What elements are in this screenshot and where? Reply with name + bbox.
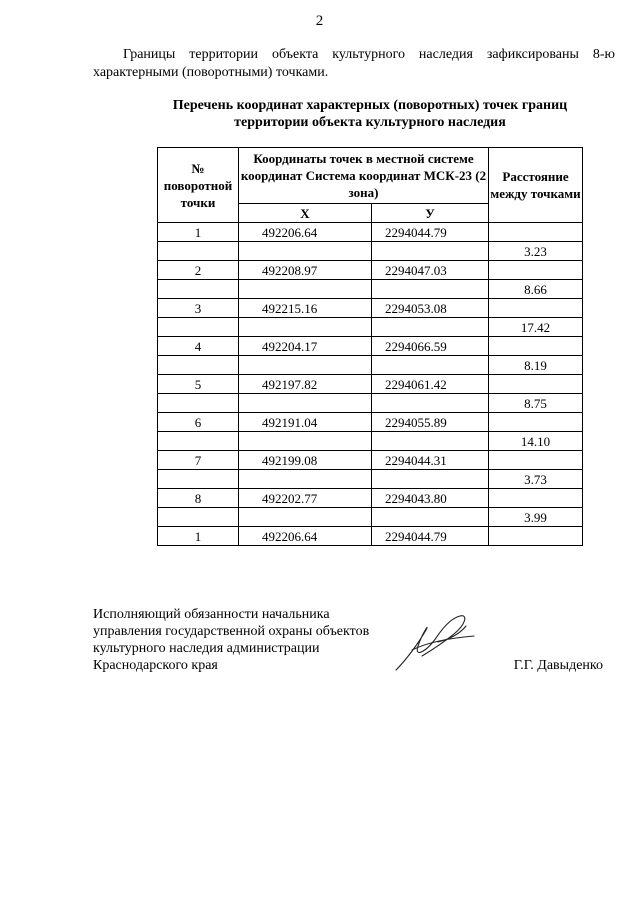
distance-cell <box>489 489 583 508</box>
y-coordinate-cell <box>372 508 489 527</box>
distance-cell <box>489 261 583 280</box>
table-title-line-1: Перечень координат характерных (поворотных) точек границ <box>172 98 568 113</box>
point-number-cell <box>158 280 239 299</box>
page-number: 2 <box>315 13 324 29</box>
header-coordinates: Координаты точек в местной системе координат Система координат МСК-23 (2 зона) <box>239 148 489 204</box>
table-row <box>158 432 583 451</box>
table-row <box>158 508 583 527</box>
y-coordinate-cell: 2294044.79 <box>372 527 489 546</box>
table-body <box>158 223 583 546</box>
x-coordinate-cell: 492215.16 <box>239 299 372 318</box>
table-row <box>158 261 583 280</box>
distance-cell <box>489 451 583 470</box>
x-coordinate-cell: 492191.04 <box>239 413 372 432</box>
signature-block <box>93 606 603 674</box>
y-coordinate-cell <box>372 432 489 451</box>
table-row <box>158 337 583 356</box>
position-line: культурного наследия администрации <box>93 641 320 656</box>
signatory-position <box>93 606 393 674</box>
table-title-line-2: территории объекта культурного наследия <box>234 115 506 130</box>
x-coordinate-cell <box>239 432 372 451</box>
table-row <box>158 394 583 413</box>
point-number-cell <box>158 432 239 451</box>
y-coordinate-cell <box>372 470 489 489</box>
table-row <box>158 470 583 489</box>
point-number-cell: 1 <box>158 223 239 242</box>
x-coordinate-cell: 492202.77 <box>239 489 372 508</box>
point-number-cell: 3 <box>158 299 239 318</box>
distance-cell <box>489 413 583 432</box>
point-number-cell <box>158 318 239 337</box>
point-number-cell <box>158 356 239 375</box>
y-coordinate-cell <box>372 280 489 299</box>
table-row <box>158 451 583 470</box>
x-coordinate-cell: 492206.64 <box>239 527 372 546</box>
distance-cell <box>489 375 583 394</box>
header-y: У <box>372 204 489 223</box>
x-coordinate-cell <box>239 280 372 299</box>
table-row <box>158 299 583 318</box>
distance-cell <box>489 223 583 242</box>
position-line: управления государственной охраны объектов <box>93 624 370 639</box>
y-coordinate-cell: 2294053.08 <box>372 299 489 318</box>
x-coordinate-cell <box>239 470 372 489</box>
x-coordinate-cell <box>239 356 372 375</box>
table-row <box>158 413 583 432</box>
point-number-cell <box>158 508 239 527</box>
x-coordinate-cell: 492204.17 <box>239 337 372 356</box>
header-distance: Расстояние между точками <box>489 148 583 223</box>
x-coordinate-cell <box>239 242 372 261</box>
point-number-cell <box>158 394 239 413</box>
y-coordinate-cell: 2294061.42 <box>372 375 489 394</box>
position-line: Исполняющий обязанности начальника <box>93 607 330 622</box>
x-coordinate-cell: 492197.82 <box>239 375 372 394</box>
point-number-cell: 6 <box>158 413 239 432</box>
point-number-cell: 2 <box>158 261 239 280</box>
y-coordinate-cell: 2294044.31 <box>372 451 489 470</box>
point-number-cell <box>158 242 239 261</box>
intro-paragraph <box>93 46 615 82</box>
x-coordinate-cell <box>239 318 372 337</box>
point-number-cell: 7 <box>158 451 239 470</box>
table-row <box>158 356 583 375</box>
coordinates-table <box>157 147 583 546</box>
point-number-cell: 4 <box>158 337 239 356</box>
distance-cell: 3.73 <box>489 470 583 489</box>
table-row <box>158 489 583 508</box>
distance-cell: 3.99 <box>489 508 583 527</box>
handwritten-signature <box>392 612 482 674</box>
y-coordinate-cell: 2294047.03 <box>372 261 489 280</box>
y-coordinate-cell: 2294055.89 <box>372 413 489 432</box>
distance-cell: 14.10 <box>489 432 583 451</box>
table-row <box>158 242 583 261</box>
x-coordinate-cell: 492208.97 <box>239 261 372 280</box>
x-coordinate-cell: 492199.08 <box>239 451 372 470</box>
y-coordinate-cell: 2294066.59 <box>372 337 489 356</box>
distance-cell: 8.75 <box>489 394 583 413</box>
x-coordinate-cell: 492206.64 <box>239 223 372 242</box>
distance-cell: 3.23 <box>489 242 583 261</box>
distance-cell <box>489 527 583 546</box>
intro-text: Границы территории объекта культурного наследия зафиксированы 8-ю характерными (поворотными) точками. <box>93 47 615 80</box>
table-row <box>158 375 583 394</box>
y-coordinate-cell <box>372 394 489 413</box>
point-number-cell <box>158 470 239 489</box>
point-number-cell: 1 <box>158 527 239 546</box>
y-coordinate-cell: 2294044.79 <box>372 223 489 242</box>
y-coordinate-cell <box>372 318 489 337</box>
signatory-name: Г.Г. Давыденко <box>513 658 603 673</box>
distance-cell: 8.66 <box>489 280 583 299</box>
position-line: Краснодарского края <box>93 658 218 673</box>
table-title <box>150 97 590 131</box>
table-row <box>158 318 583 337</box>
distance-cell: 8.19 <box>489 356 583 375</box>
table-row <box>158 280 583 299</box>
y-coordinate-cell <box>372 242 489 261</box>
point-number-cell: 5 <box>158 375 239 394</box>
table-row <box>158 527 583 546</box>
y-coordinate-cell: 2294043.80 <box>372 489 489 508</box>
header-x: Х <box>239 204 372 223</box>
x-coordinate-cell <box>239 508 372 527</box>
distance-cell: 17.42 <box>489 318 583 337</box>
table-row <box>158 223 583 242</box>
point-number-cell: 8 <box>158 489 239 508</box>
x-coordinate-cell <box>239 394 372 413</box>
distance-cell <box>489 337 583 356</box>
header-point-number: № поворотной точки <box>158 148 239 223</box>
distance-cell <box>489 299 583 318</box>
y-coordinate-cell <box>372 356 489 375</box>
